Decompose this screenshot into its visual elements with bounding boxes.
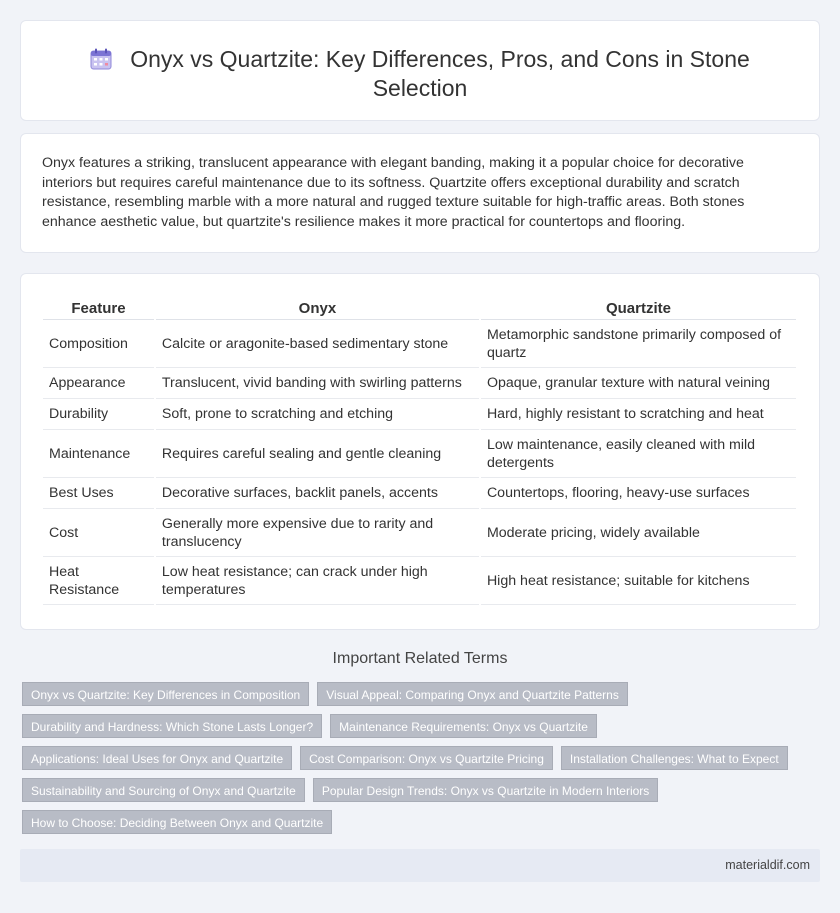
header-onyx: Onyx: [156, 294, 479, 320]
table-header-row: [43, 294, 796, 320]
table-row: [43, 320, 796, 368]
onyx-cell: Generally more expensive due to rarity and translucency: [156, 509, 479, 557]
quartzite-cell: Countertops, flooring, heavy-use surfaces: [481, 478, 796, 509]
quartzite-cell: Moderate pricing, widely available: [481, 509, 796, 557]
feature-cell: Durability: [43, 399, 154, 430]
intro-card: [20, 133, 820, 253]
onyx-cell: Soft, prone to scratching and etching: [156, 399, 479, 430]
header-feature: Feature: [43, 294, 154, 320]
onyx-cell: Low heat resistance; can crack under high temperatures: [156, 557, 479, 605]
table-row: [43, 430, 796, 478]
table-row: [43, 399, 796, 430]
feature-cell: Composition: [43, 320, 154, 368]
feature-cell: Maintenance: [43, 430, 154, 478]
footer-site-link[interactable]: materialdif.com: [725, 858, 810, 872]
related-term-tag[interactable]: Maintenance Requirements: Onyx vs Quartzite: [330, 714, 597, 738]
onyx-cell: Requires careful sealing and gentle cleaning: [156, 430, 479, 478]
header-quartzite: Quartzite: [481, 294, 796, 320]
related-term-tag[interactable]: Sustainability and Sourcing of Onyx and Quartzite: [22, 778, 305, 802]
quartzite-cell: Metamorphic sandstone primarily composed of quartz: [481, 320, 796, 368]
onyx-cell: Decorative surfaces, backlit panels, accents: [156, 478, 479, 509]
quartzite-cell: High heat resistance; suitable for kitchens: [481, 557, 796, 605]
feature-cell: Best Uses: [43, 478, 154, 509]
quartzite-cell: Low maintenance, easily cleaned with mild detergents: [481, 430, 796, 478]
related-terms-list: [22, 682, 812, 842]
page-title-row: [21, 45, 819, 103]
table-row: [43, 509, 796, 557]
related-term-tag[interactable]: Popular Design Trends: Onyx vs Quartzite in Modern Interiors: [313, 778, 658, 802]
comparison-card: [20, 273, 820, 630]
table-row: [43, 368, 796, 399]
table-row: [43, 557, 796, 605]
related-term-tag[interactable]: Durability and Hardness: Which Stone Lasts Longer?: [22, 714, 322, 738]
intro-paragraph: Onyx features a striking, translucent appearance with elegant banding, making it a popular choice for decorative interiors but requires careful maintenance due to its softness. Quartzite offers exceptional durability and scratch resistance, resembling marble with a more natural and rugged texture suitable for high-traffic areas. Both stones enhance aesthetic value, but quartzite's resilience makes it more practical for countertops and flooring.: [42, 155, 745, 230]
quartzite-cell: Opaque, granular texture with natural veining: [481, 368, 796, 399]
related-term-tag[interactable]: Onyx vs Quartzite: Key Differences in Composition: [22, 682, 309, 706]
related-term-tag[interactable]: Cost Comparison: Onyx vs Quartzite Pricing: [300, 746, 553, 770]
related-term-tag[interactable]: Installation Challenges: What to Expect: [561, 746, 788, 770]
comparison-table: [41, 294, 798, 605]
feature-cell: Cost: [43, 509, 154, 557]
page-title: Onyx vs Quartzite: Key Differences, Pros, and Cons in Stone Selection: [130, 46, 750, 101]
related-term-tag[interactable]: How to Choose: Deciding Between Onyx and Quartzite: [22, 810, 332, 834]
onyx-cell: Translucent, vivid banding with swirling patterns: [156, 368, 479, 399]
onyx-cell: Calcite or aragonite-based sedimentary stone: [156, 320, 479, 368]
quartzite-cell: Hard, highly resistant to scratching and heat: [481, 399, 796, 430]
feature-cell: Appearance: [43, 368, 154, 399]
feature-cell: Heat Resistance: [43, 557, 154, 605]
header-card: [20, 20, 820, 121]
related-terms-title: Important Related Terms: [332, 650, 508, 667]
calendar-icon: [90, 48, 112, 70]
related-term-tag[interactable]: Visual Appeal: Comparing Onyx and Quartzite Patterns: [317, 682, 628, 706]
footer: [20, 849, 820, 882]
table-row: [43, 478, 796, 509]
related-term-tag[interactable]: Applications: Ideal Uses for Onyx and Quartzite: [22, 746, 292, 770]
